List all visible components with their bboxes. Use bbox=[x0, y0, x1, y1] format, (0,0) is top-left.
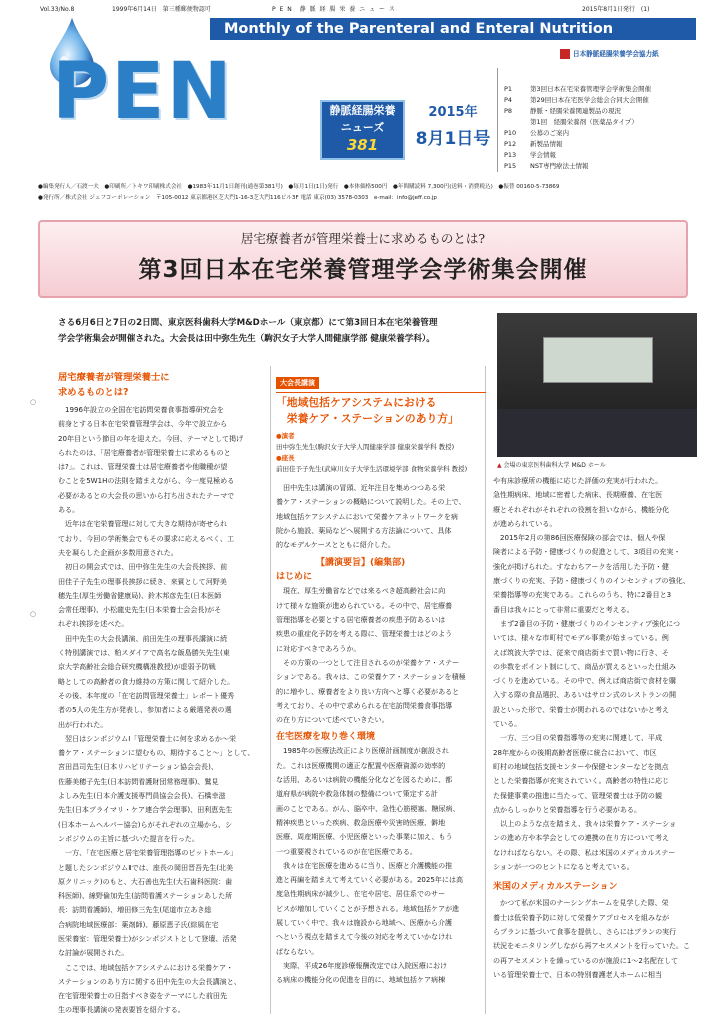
article-body bbox=[276, 584, 486, 727]
section-heading: 米国のメディカルステーション bbox=[493, 882, 618, 893]
text-line: 略としての高齢者の食力維持の方策に関して紹介した。 bbox=[58, 676, 235, 686]
text-line: 道府県が病院や救急体制の整備について策定する計 bbox=[276, 789, 438, 799]
text-line: 1996年設立の全国在宅訪問栄養食事指導研究会を bbox=[58, 405, 224, 414]
text-line: ションである。我々は、この栄養ケア・ステーションを積極 bbox=[276, 672, 466, 682]
summary-label: 【講演要旨】(編集部) bbox=[316, 558, 406, 569]
newspaper-name-spaced: P E N 静 脈 経 腸 栄 養 ニ ュ ー ス bbox=[272, 6, 396, 13]
text-line: ている。 bbox=[493, 719, 522, 729]
toc-text: NST専門療法士情報 bbox=[530, 162, 589, 170]
photo-caption bbox=[497, 460, 697, 472]
lecture-tag: 大会長講演 bbox=[276, 377, 319, 389]
text-line: 強化が掲げられた。すなわちアークを活用した予防・健 bbox=[493, 561, 669, 571]
publisher-info-line: ●発行所／株式会社 ジェフコーポレーション 〒105-0012 東京都港区芝大門1-16-3芝大門116ビル3F 電話 東京(03) 3578-0303 e-mail：info@jeff.co.jp bbox=[38, 195, 437, 201]
issue-day: 8月1日号 bbox=[415, 129, 491, 149]
text-line: づくりを進めている。その中で、例えば商店街で食材を購 bbox=[493, 676, 677, 686]
text-line: 疾患の重症化予防を考える際に、管理栄養士はどのよう bbox=[276, 629, 453, 639]
text-line: 1985年の医療法改正により医療計画制度が創設され bbox=[276, 746, 449, 756]
text-line: ステーションのあり方に関する田中先生の大会長講演と、 bbox=[58, 976, 241, 986]
text-line: ビスが増加していくことが予想される。地域包括ケアが進 bbox=[276, 903, 460, 913]
text-line: ばならない。 bbox=[276, 946, 319, 956]
text-line: 必要があるとの大会長の思いから打ち出されたテーマで bbox=[58, 490, 235, 500]
section-heading: 在宅医療を取り巻く環境 bbox=[276, 732, 376, 743]
text-line: 一方、「在宅医療と居宅栄養管理指導のピットホール」 bbox=[58, 848, 238, 858]
text-line: は?」。これは、管理栄養士は居宅療養者や他職種が望 bbox=[58, 462, 228, 472]
text-line: な討論が展開された。 bbox=[58, 948, 129, 958]
text-line: 栄養指導等の充実である。これらのうち、特に2番目と3 bbox=[493, 590, 672, 600]
toc-text: 学会情報 bbox=[530, 151, 556, 159]
text-line: 夫を凝らした企画が多数用意された。 bbox=[58, 547, 178, 557]
toc-page: P13 bbox=[504, 151, 517, 159]
toc-text: 第1回 経腸栄養剤（医薬品タイプ） bbox=[530, 118, 638, 126]
caption-marker-icon: ▲ bbox=[497, 462, 502, 469]
text-line: 田佳子子先生の理事長挨拶に続き、来賓として河野美 bbox=[58, 576, 227, 586]
text-line: 穂先生(厚生労働省健康局)、鈴木邦彦先生(日本医師 bbox=[58, 590, 222, 600]
text-line: 会常任理事)、小松龍史先生(日本栄養士会会長)がそ bbox=[58, 605, 222, 615]
text-line: えば筑波大学では、従来で商店街まで買い物に行き、そ bbox=[493, 647, 669, 657]
audience-seats bbox=[497, 409, 697, 457]
lecture-title-box bbox=[276, 392, 486, 427]
text-line: いる管理栄養士で、日本の特別養護老人ホームに相当 bbox=[493, 969, 662, 979]
chair-label: ●座長 bbox=[276, 454, 295, 462]
speaker-label: ●演者 bbox=[276, 432, 295, 440]
article-body bbox=[493, 474, 697, 874]
text-line: な活用、あるいは病院の機能分化などを図るために、都 bbox=[276, 775, 453, 785]
toc-item[interactable] bbox=[504, 128, 569, 138]
text-line: 康づくりの充実、予防・健康づくりのインセンティブの強化、 bbox=[493, 576, 690, 586]
article-body bbox=[493, 896, 697, 982]
text-line: 険者による予防・健康づくりの促進として、3項目の充実・ bbox=[493, 547, 681, 557]
headline-banner bbox=[38, 220, 688, 298]
text-line: 院から施設、薬局などへ展開する方法論について、具体 bbox=[276, 525, 452, 535]
text-line: に対応すべきであろうか。 bbox=[276, 643, 361, 653]
text-line: その方策の一つとして注目されるのが栄養ケア・ステー bbox=[276, 657, 460, 667]
text-line: 実際、平成26年度診療報酬改定では入院医療におけ bbox=[276, 960, 448, 970]
binding-hole-icon: ○ bbox=[30, 398, 37, 406]
toc-page: P15 bbox=[504, 162, 517, 170]
page-date: 2015年8月1日発行 (1) bbox=[582, 6, 650, 13]
text-line: ンの進め方や本学会としての連携の在り方について考え bbox=[493, 833, 670, 843]
article-body bbox=[276, 744, 486, 987]
text-line: 者の5人の先生方が発表し、参加者による厳選発表の選 bbox=[58, 705, 232, 715]
text-line: 状況をモニタリングしながら再アセスメントを行っていた。こ bbox=[493, 941, 691, 951]
headline-subtitle: 居宅療養者が管理栄養士に求めるものとは? bbox=[240, 231, 486, 246]
text-line: ており、今回の学術集会でもその要求に応えるべく、工 bbox=[58, 533, 235, 543]
toc-item[interactable] bbox=[504, 106, 621, 116]
publisher-info-line: ●編集発行人／石渡一夫 ●印刷所／トキワ印刷株式会社 ●1983年11月1日創刊(通巻第381号) ●毎月1日(1日)発行 ●本体価格500円 ●年間購読料 7,300円(送料・消費税込) ●振替 00160-5-73869 bbox=[38, 184, 560, 190]
text-line: 科医師)、線野倫加先生(訪問看護ステーションあした所 bbox=[58, 891, 233, 901]
issue-number-box bbox=[320, 100, 405, 160]
text-line: 初日の開会式では、田中弥生先生の大会長挨拶、前 bbox=[58, 562, 228, 572]
pen-logo: PEN bbox=[52, 47, 234, 137]
section-heading: 求めるものとは? bbox=[58, 387, 129, 398]
toc-item[interactable] bbox=[504, 139, 563, 149]
text-line: (日本ホームヘルパー協会)らがそれぞれの立場から、シ bbox=[58, 819, 233, 829]
text-line: 京大学高齢社会総合研究機構准教授)が虚弱予防戦 bbox=[58, 662, 216, 672]
text-line: らプランに基づいて食事を提供し、さらにはプランの実行 bbox=[493, 926, 677, 936]
text-line: ある。 bbox=[58, 505, 80, 515]
text-line: た。これは医療機関の適正な配置や医療資源の効率的 bbox=[276, 760, 446, 770]
text-line: 医療、周産期医療、小児医療といった事業に加え、もう bbox=[276, 832, 453, 842]
text-line: 在宅管理栄養士の日指すべき姿をテーマにした前田先 bbox=[58, 991, 227, 1001]
text-line: 的なモデルケースとともに紹介した。 bbox=[276, 540, 395, 550]
text-line: 佐藤美穂子先生(日本訪問看護財団常務理事)、鷲見 bbox=[58, 776, 219, 786]
text-line: ここでは、地域包括ケアシステムにおける栄養ケア・ bbox=[58, 962, 234, 972]
text-line: 設といった形で、栄養士が関われるのではないかと考え bbox=[493, 704, 670, 714]
issue-year: 2015年 bbox=[428, 105, 478, 120]
column-1 bbox=[58, 370, 268, 1018]
postal-permit-note: 1999年6月14日 第三種郵便物認可 bbox=[112, 6, 211, 13]
toc-text: 第29回日本在宅医学会総会合同大会開催 bbox=[530, 96, 649, 104]
text-line: られたのは、「居宅療養者が管理栄養士に求めるものと bbox=[58, 447, 231, 457]
text-line: れぞれ挨拶を述べた。 bbox=[58, 619, 129, 629]
text-line: 進と再編を踏まえて考えていく必要がある。2025年には高 bbox=[276, 875, 464, 885]
text-line: や有床診療所の機能に応じた評価の充実が行われた。 bbox=[493, 476, 663, 485]
text-line: 出が行われた。 bbox=[58, 719, 108, 729]
text-line: の在り方について述べていきたい。 bbox=[276, 715, 389, 725]
publisher-info bbox=[38, 182, 698, 210]
toc-item[interactable] bbox=[504, 84, 651, 94]
toc-page: P12 bbox=[504, 140, 517, 148]
text-line: けて様々な施策が進められている。その中で、居宅療養 bbox=[276, 600, 453, 610]
text-line: その後、本年度の「在宅訪問管理栄養士」レポート優秀 bbox=[58, 690, 235, 700]
english-title-bar bbox=[210, 18, 696, 40]
text-line: よしみ先生(日本介護支援専門員協会会長)、石橋幸滋 bbox=[58, 791, 226, 801]
lecture-credits bbox=[276, 431, 486, 475]
text-line: 一方、三つ目の栄養指導等の充実に関連して、平成 bbox=[493, 733, 662, 743]
table-of-contents bbox=[497, 68, 697, 172]
text-line: 宮田昌司先生(日本リハビリテーション協会会長)、 bbox=[58, 762, 218, 772]
text-line: 原クリニック)のもと、大石善也先生(大石歯科医院：歯 bbox=[58, 876, 233, 886]
toc-item[interactable] bbox=[504, 161, 588, 171]
text-line: 度急性期病床が減少し、在宅や居宅、居住系でのサー bbox=[276, 889, 446, 899]
column-divider bbox=[270, 366, 271, 1014]
lecture-intro bbox=[276, 481, 486, 552]
toc-page: P1 bbox=[504, 85, 513, 93]
association-mark-icon bbox=[560, 49, 570, 59]
text-line: かつて私が米国のナーシングホームを見学した際、栄 bbox=[493, 898, 669, 908]
text-line: 一つ重要視されているのが在宅医療である。 bbox=[276, 846, 417, 856]
toc-page: P4 bbox=[504, 96, 513, 104]
text-line: 我々は在宅医療を進めるに当り、医療と介護機能の推 bbox=[276, 860, 453, 870]
text-line: 合病院地域医療部：薬剤師)、藤原恵子氏(綜風在宅 bbox=[58, 919, 219, 929]
text-line: まず2番目の予防・健康づくりのインセンティブ強化につ bbox=[493, 618, 680, 628]
issue-box-line2: ニューズ bbox=[340, 121, 385, 134]
text-line: むことを5W1Hの法則を踏まえながら、今一度見極める bbox=[58, 476, 235, 486]
text-line: 20年目という節目の年を迎えた。今回、テーマとして掲げ bbox=[58, 433, 244, 443]
toc-text: 第3回日本在宅栄養管理学会学術集会開催 bbox=[530, 85, 652, 93]
toc-item[interactable] bbox=[504, 95, 649, 105]
text-line: 管理指導を必要とする居宅療養者の疾患予防あるいは bbox=[276, 615, 446, 625]
toc-text: 新製品情報 bbox=[530, 140, 563, 148]
text-line: 番目は我々にとって非常に重要だと考える。 bbox=[493, 604, 634, 614]
text-line: 点からしっかりと栄養指導を行う必要がある。 bbox=[493, 804, 641, 814]
text-line: 先生(日本プライマリ・ケア連合学会理事)、田利恵先生 bbox=[58, 805, 233, 815]
text-line: 近年は在宅栄養管理に対して大きな期待が寄せられ bbox=[58, 519, 228, 529]
issue-number: 381 bbox=[346, 136, 379, 154]
text-line: く特別講演では、粕スダイアで高名な飯島勝矢先生(東 bbox=[58, 648, 230, 658]
english-title: Monthly of the Parenteral and Enteral Nutrition bbox=[224, 21, 614, 37]
text-line: の再アセスメントを繰っているのが施設に1～2名配在して bbox=[493, 955, 679, 965]
text-line: 精神疾患といった疾病、救急医療や災害時医療、僻地 bbox=[276, 817, 446, 827]
toc-item[interactable] bbox=[504, 150, 556, 160]
association-name: 日本静脈経腸栄養学会協力紙 bbox=[573, 50, 659, 58]
chair-name: 前田佳予子先生(武庫川女子大学生活環境学部 食物栄養学科 教授) bbox=[276, 465, 468, 473]
text-line: 養ケア・ステーションの概略について説明した。その上で、 bbox=[276, 497, 466, 507]
photo-caption-text: 会場の東京医科歯科大学 M&D ホール bbox=[503, 462, 606, 469]
text-line: ションが一つのヒントになると考えている。 bbox=[493, 862, 634, 872]
speaker-name: 田中弥生先生(駒沢女子大学人間健康学部 健康栄養学科 教授) bbox=[276, 443, 455, 451]
text-line: 町村の地域包括支援センターや保健センターなどを拠点 bbox=[493, 761, 669, 771]
venue-photo bbox=[497, 313, 697, 457]
text-line: と題したシンポジウムⅡでは、座長の岡田晋吾先生(北美 bbox=[58, 862, 234, 872]
toc-text: 静脈・経腸栄養関連製品の現況 bbox=[530, 107, 621, 115]
projection-screen bbox=[543, 337, 653, 383]
text-line: 養ケア・ステーションに望むもの、期待すること～」として、 bbox=[58, 748, 255, 758]
text-line: 医栄養室：管理栄養士)がシンポジストとして登壇、活発 bbox=[58, 933, 237, 943]
association-label bbox=[560, 48, 700, 60]
text-line: 田中先生の大会長講演、前田先生の理事長講演に続 bbox=[58, 633, 228, 643]
text-line: へという視点を踏まえて今後の対応を考えていかなけれ bbox=[276, 932, 453, 942]
text-line: 考えており、その中で求められる在宅訪問栄養食事指導 bbox=[276, 700, 453, 710]
text-line: が進められている。 bbox=[493, 518, 557, 528]
text-line: 生の理事長講演の発表要旨を紹介する。 bbox=[58, 1005, 185, 1015]
headline-title: 第3回日本在宅栄養管理学会学術集会開催 bbox=[138, 257, 588, 283]
section-heading: 居宅療養者が管理栄養士に bbox=[58, 372, 170, 383]
lead-line: さる6月6日と7日の2日間、東京医科歯科大学M&Dホール（東京都）にて第3回日本在宅栄養管理 bbox=[58, 318, 438, 328]
lecture-title: 栄養ケア・ステーションのあり方」 bbox=[276, 412, 459, 425]
text-line: 入する際の食品選択、あるいはサロン式のレストランの開 bbox=[493, 690, 677, 700]
column-3 bbox=[493, 474, 697, 982]
text-line: 前身とする日本在宅栄養管理学会は、今年で設立から bbox=[58, 419, 228, 429]
section-heading: はじめに bbox=[276, 572, 313, 583]
toc-page: P8 bbox=[504, 107, 513, 115]
text-line: 展していく中で、我々は施設から地域へ、医療から介護 bbox=[276, 918, 453, 928]
text-line: とした栄養指導が充実されていく。高齢者の特性に応じ bbox=[493, 776, 670, 786]
text-line: なければならない。その際、私は米国のメディカルステー bbox=[493, 847, 676, 857]
text-line: 的に増やし、療養者をより良い方向へと導く必要があると bbox=[276, 686, 460, 696]
binding-hole-icon: ○ bbox=[30, 610, 37, 618]
text-line: 2015年2月の第86回医療保険の部会では、個人や保 bbox=[493, 533, 666, 543]
toc-page: P10 bbox=[504, 129, 517, 137]
volume-label: Vol.33/No.8 bbox=[40, 6, 75, 13]
masthead-topline bbox=[40, 4, 690, 16]
issue-date bbox=[413, 102, 493, 160]
text-line: 28年度からの後期高齢者医療に統合において、市区 bbox=[493, 747, 657, 757]
text-line: 急性期病床、地域に密着した病床、長期療養、在宅医 bbox=[493, 490, 663, 500]
article-body bbox=[58, 403, 268, 1018]
text-line: 現在、厚生労働省などでは来るべき超高齢社会に向 bbox=[276, 586, 446, 596]
toc-text: 公募のご案内 bbox=[530, 129, 569, 137]
lecture-title: 「地域包括ケアシステムにおける bbox=[276, 396, 437, 409]
text-line: 養士は低栄養予防に対して栄養ケアプロセスを組みなが bbox=[493, 912, 670, 922]
text-line: 翌日はシンポジウムⅠ「管理栄養士に何を求めるか～栄 bbox=[58, 733, 237, 743]
text-line: ンポジウムの主旨に基づいた提言を行った。 bbox=[58, 833, 199, 843]
toc-item[interactable] bbox=[504, 117, 638, 127]
lead-paragraph bbox=[58, 315, 486, 349]
text-line: 以上のような点を踏まえ、我々は栄養ケア・ステーショ bbox=[493, 819, 677, 829]
text-line: 地域包括ケアシステムにおいて栄養ケアネットワークを病 bbox=[276, 511, 458, 521]
column-2 bbox=[276, 370, 486, 988]
text-line: る病床の機能分化の促進を目的に、地域包括ケア病棟 bbox=[276, 975, 446, 985]
text-line: の歩数をポイント制にして、商品が買えるといった仕組み bbox=[493, 661, 677, 671]
text-line: た保健事業の推進に当たって、管理栄養士は予防の観 bbox=[493, 790, 662, 800]
text-line: いては、様々な市町村でモデル事業が始まっている。例 bbox=[493, 633, 669, 643]
issue-box-line1: 静脈経腸栄養 bbox=[329, 104, 396, 117]
lead-line: 学会学術集会が開催された。大会長は田中弥生先生（駒沢女子大学人間健康学部 健康栄養学科）。 bbox=[58, 334, 435, 344]
text-line: 長：訪問看護師)、増田修三先生(尾道市立あき総 bbox=[58, 905, 212, 915]
text-line: 療とそれぞれがそれぞれの役割を担いながら、機能分化 bbox=[493, 504, 670, 514]
text-line: 画のことである。がん、脳卒中、急性心筋梗塞、糖尿病、 bbox=[276, 803, 460, 813]
text-line: 田中先生は講演の冒頭、近年注目を集めつつある栄 bbox=[276, 483, 446, 492]
